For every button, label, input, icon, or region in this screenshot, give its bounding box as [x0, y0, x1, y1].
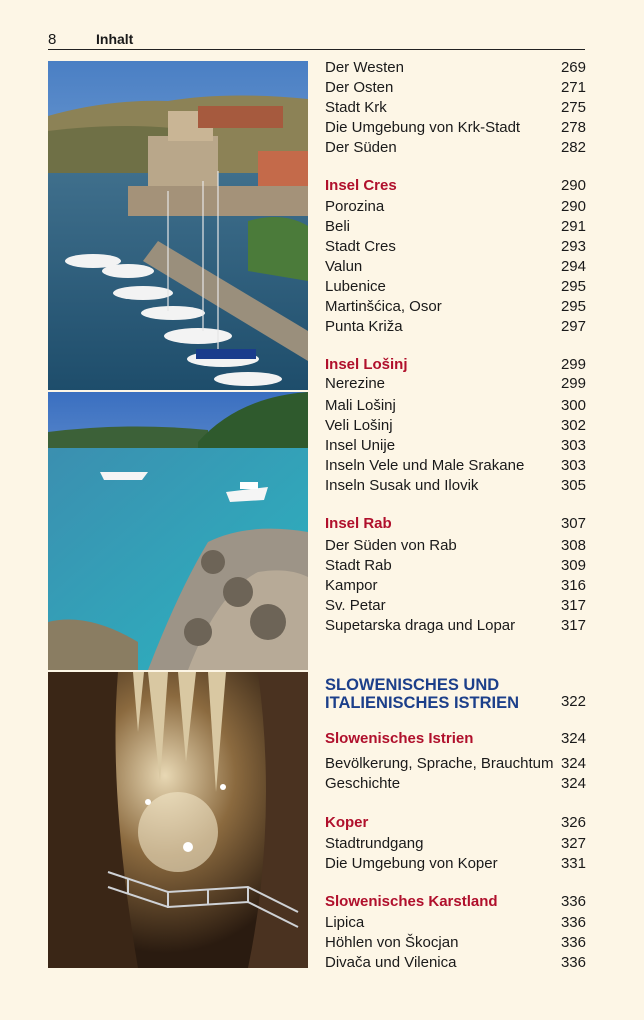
toc-entry: [325, 556, 586, 576]
entry-page: 300: [560, 397, 586, 414]
region-title-line-2: ITALIENISCHES ISTRIEN: [325, 694, 520, 712]
entry-page: 275: [560, 99, 586, 116]
section-page: 290: [560, 177, 586, 194]
toc-section-heading: [325, 176, 586, 196]
entry-title: Höhlen von Škocjan: [325, 934, 459, 951]
region-page: 322: [560, 693, 586, 710]
toc-entry: [325, 257, 586, 277]
toc-section-heading: [325, 729, 586, 749]
entry-page: 316: [560, 577, 586, 594]
toc-section-heading: [325, 514, 586, 534]
toc-entry: [325, 297, 586, 317]
header-title: Inhalt: [96, 31, 134, 47]
region-heading: [325, 676, 586, 716]
section-page: 307: [560, 515, 586, 532]
toc-entry: [325, 98, 586, 118]
toc-entry: [325, 58, 586, 78]
entry-page: 294: [560, 258, 586, 275]
entry-title: Bevölkerung, Sprache, Brauchtum: [325, 755, 554, 772]
section-title: Insel Cres: [325, 177, 397, 194]
entry-title: Punta Križa: [325, 318, 403, 335]
entry-title: Martinšćica, Osor: [325, 298, 442, 315]
toc-entry: [325, 456, 586, 476]
toc-entry: [325, 277, 586, 297]
entry-page: 278: [560, 119, 586, 136]
entry-page: 317: [560, 617, 586, 634]
toc-entry: [325, 596, 586, 616]
entry-title: Kampor: [325, 577, 378, 594]
toc-entry: [325, 374, 586, 394]
entry-title: Stadt Rab: [325, 557, 392, 574]
toc-section-heading: [325, 813, 586, 833]
entry-page: 295: [560, 298, 586, 315]
entry-page: 293: [560, 238, 586, 255]
entry-page: 327: [560, 835, 586, 852]
entry-title: Insel Unije: [325, 437, 396, 454]
toc-entry: [325, 138, 586, 158]
bay-photo: [48, 392, 308, 670]
toc-entry: [325, 536, 586, 556]
toc-entry: [325, 933, 586, 953]
entry-page: 336: [560, 914, 586, 931]
entry-title: Porozina: [325, 198, 385, 215]
toc-entry: [325, 913, 586, 933]
entry-title: Stadt Krk: [325, 99, 387, 116]
region-title-line-1: SLOWENISCHES UND: [325, 676, 500, 694]
toc-entry: [325, 118, 586, 138]
section-page: 326: [560, 814, 586, 831]
entry-title: Nerezine: [325, 375, 386, 392]
entry-page: 331: [560, 855, 586, 872]
section-title: Insel Lošinj: [325, 356, 408, 373]
entry-title: Der Süden von Rab: [325, 537, 457, 554]
entry-page: 282: [560, 139, 586, 156]
entry-title: Valun: [325, 258, 363, 275]
toc-entry: [325, 78, 586, 98]
entry-title: Beli: [325, 218, 351, 235]
entry-page: 291: [560, 218, 586, 235]
cave-photo: [48, 672, 308, 968]
entry-page: 295: [560, 278, 586, 295]
entry-title: Inseln Susak und Ilovik: [325, 477, 479, 494]
entry-title: Der Westen: [325, 59, 404, 76]
entry-title: Mali Lošinj: [325, 397, 396, 414]
photo-column: [48, 61, 308, 968]
toc-entry: [325, 237, 586, 257]
toc-entry: [325, 416, 586, 436]
page-header: [48, 31, 585, 50]
entry-title: Divača und Vilenica: [325, 954, 457, 971]
entry-title: Sv. Petar: [325, 597, 386, 614]
entry-title: Stadtrundgang: [325, 835, 424, 852]
section-title: Slowenisches Istrien: [325, 730, 474, 747]
toc-entry: [325, 317, 586, 337]
toc-entry: [325, 953, 586, 973]
entry-page: 302: [560, 417, 586, 434]
region-title: [325, 676, 519, 712]
section-page: 336: [560, 893, 586, 910]
entry-page: 303: [560, 457, 586, 474]
entry-title: Inseln Vele und Male Srakane: [325, 457, 525, 474]
entry-title: Veli Lošinj: [325, 417, 393, 434]
entry-page: 303: [560, 437, 586, 454]
toc-entry: [325, 197, 586, 217]
entry-page: 308: [560, 537, 586, 554]
entry-title: Supetarska draga und Lopar: [325, 617, 516, 634]
toc-entry: [325, 396, 586, 416]
entry-page: 297: [560, 318, 586, 335]
toc-entry: [325, 834, 586, 854]
entry-title: Geschichte: [325, 775, 401, 792]
entry-page: 305: [560, 477, 586, 494]
entry-page: 324: [560, 755, 586, 772]
section-page: 324: [560, 730, 586, 747]
entry-page: 271: [560, 79, 586, 96]
harbor-photo: [48, 61, 308, 390]
entry-page: 336: [560, 954, 586, 971]
toc-entry: [325, 217, 586, 237]
entry-title: Die Umgebung von Koper: [325, 855, 498, 872]
toc-entry: [325, 476, 586, 496]
entry-title: Lipica: [325, 914, 365, 931]
entry-page: 309: [560, 557, 586, 574]
toc-entry: [325, 436, 586, 456]
entry-page: 290: [560, 198, 586, 215]
section-page: 299: [560, 356, 586, 373]
section-title: Slowenisches Karstland: [325, 893, 498, 910]
entry-page: 324: [560, 775, 586, 792]
entry-page: 299: [560, 375, 586, 392]
entry-title: Die Umgebung von Krk-Stadt: [325, 119, 521, 136]
toc-entry: [325, 616, 586, 636]
entry-page: 336: [560, 934, 586, 951]
entry-title: Stadt Cres: [325, 238, 396, 255]
toc-entry: [325, 754, 586, 774]
entry-page: 269: [560, 59, 586, 76]
entry-title: Der Süden: [325, 139, 397, 156]
page-number: 8: [48, 31, 57, 48]
toc-entry: [325, 576, 586, 596]
entry-title: Der Osten: [325, 79, 394, 96]
section-title: Koper: [325, 814, 369, 831]
entry-title: Lubenice: [325, 278, 386, 295]
toc-section-heading: [325, 355, 586, 375]
toc-entry: [325, 774, 586, 794]
entry-page: 317: [560, 597, 586, 614]
toc-entry: [325, 854, 586, 874]
toc-section-heading: [325, 892, 586, 912]
section-title: Insel Rab: [325, 515, 392, 532]
